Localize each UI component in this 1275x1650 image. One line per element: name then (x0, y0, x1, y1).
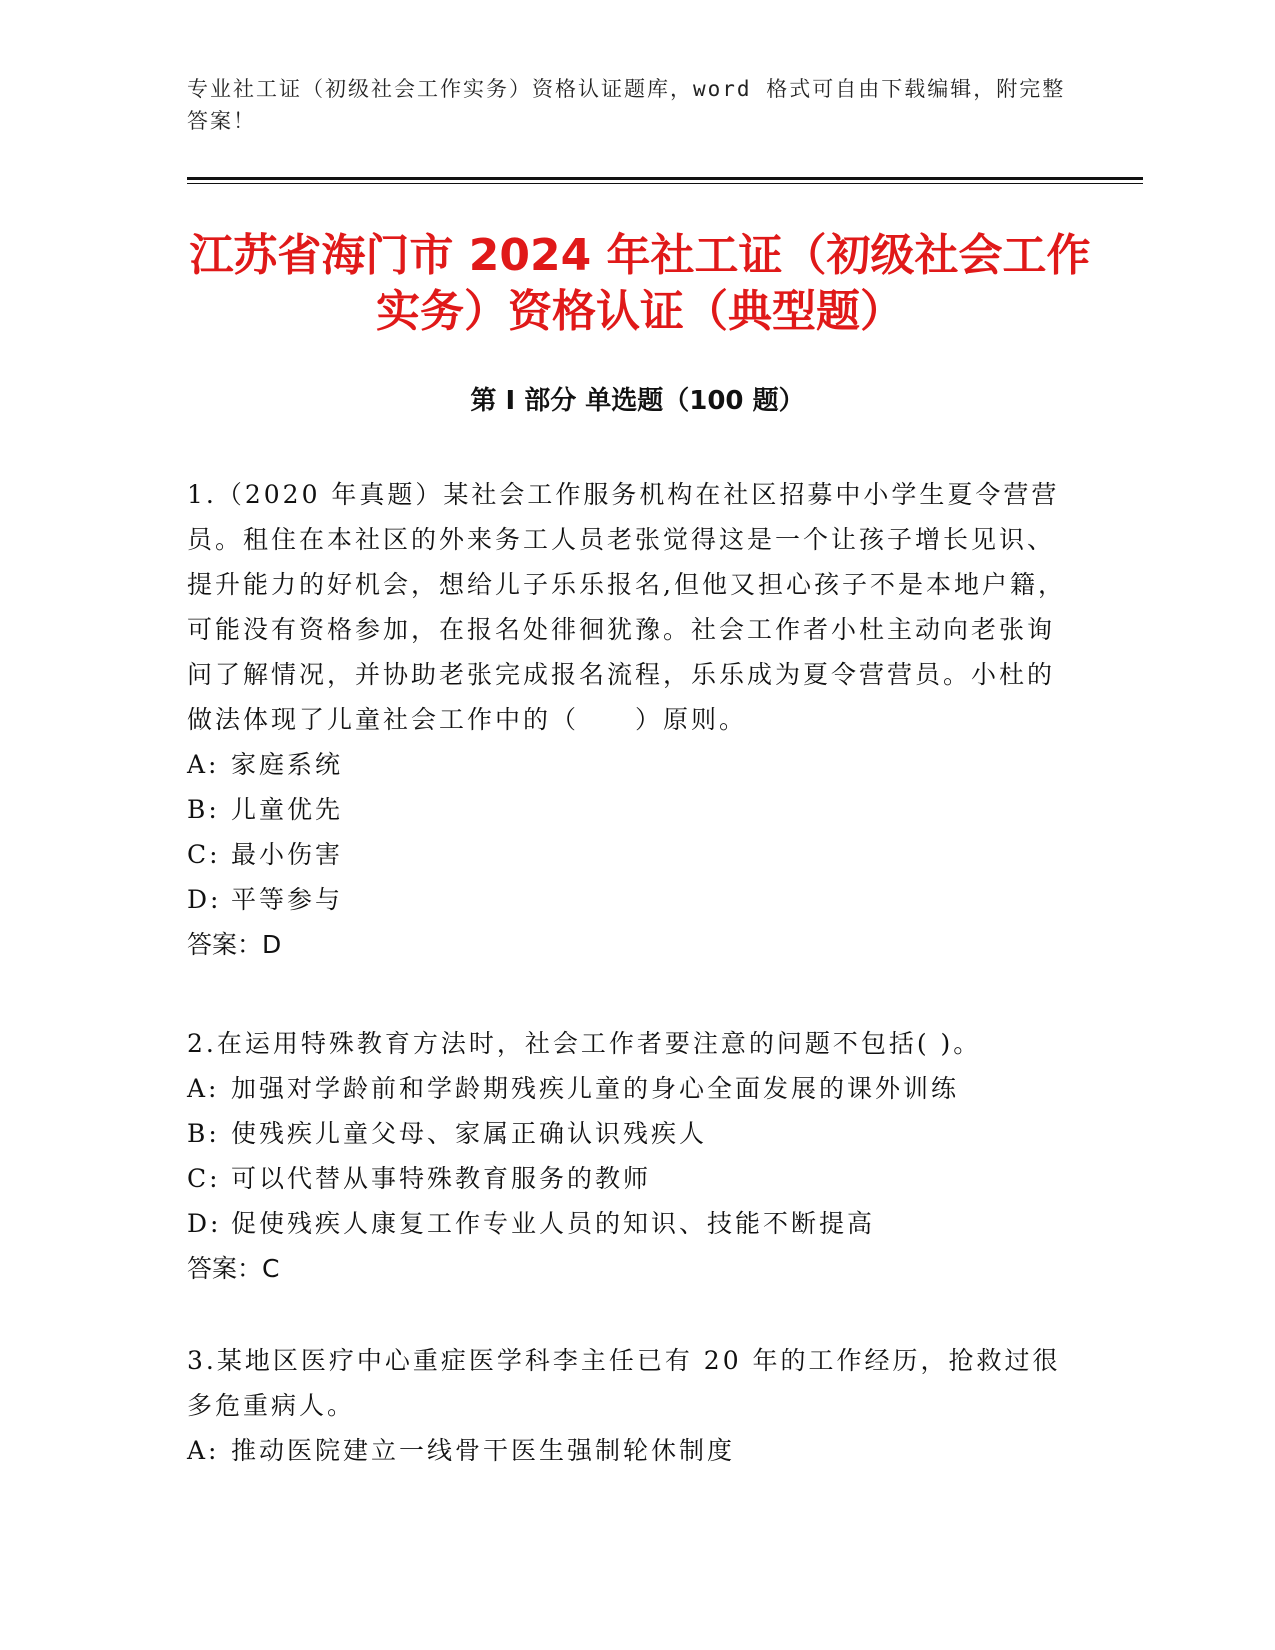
option-letter: A: (187, 1074, 220, 1103)
option-a (187, 1428, 1067, 1473)
option-letter: A: (187, 750, 220, 779)
option-c (187, 1156, 1067, 1201)
question-stem: 2.在运用特殊教育方法时，社会工作者要注意的问题不包括( )。 (187, 1029, 982, 1058)
option-text: 使残疾儿童父母、家属正确认识残疾人 (231, 1119, 708, 1148)
document-title-line-2: 实务）资格认证（典型题） (376, 286, 904, 337)
option-a (187, 1066, 1067, 1111)
section-heading: 第 I 部分 单选题（100 题） (470, 386, 805, 416)
question-1 (187, 472, 1067, 967)
question-2 (187, 1021, 1067, 1291)
option-letter: C: (187, 840, 221, 869)
option-text: 最小伤害 (231, 840, 344, 869)
option-letter: C: (187, 1164, 221, 1193)
option-d (187, 877, 1067, 922)
option-c (187, 832, 1067, 877)
document-title (150, 228, 1130, 340)
option-text: 家庭系统 (231, 750, 344, 779)
option-b (187, 787, 1067, 832)
option-a (187, 742, 1067, 787)
page-header-text: 专业社工证（初级社会工作实务）资格认证题库，word 格式可自由下载编辑，附完整答案！ (187, 77, 1066, 133)
question-stem: 3.某地区医疗中心重症医学科李主任已有 20 年的工作经历，抢救过很多危重病人。 (187, 1346, 1061, 1420)
option-letter: D: (187, 885, 222, 914)
option-text: 平等参与 (231, 885, 344, 914)
option-text: 推动医院建立一线骨干医生强制轮休制度 (231, 1436, 736, 1465)
answer-line: 答案：C (187, 1254, 280, 1283)
option-text: 促使残疾人康复工作专业人员的知识、技能不断提高 (231, 1209, 876, 1238)
option-letter: B: (187, 795, 220, 824)
header-divider-thick (187, 177, 1143, 180)
question-stem: 1.（2020 年真题）某社会工作服务机构在社区招募中小学生夏令营营员。租住在本社区的外来务工人员老张觉得这是一个让孩子增长见识、提升能力的好机会，想给儿子乐乐报名,但他又担心孩子不是本地户籍，可能没有资格参加，在报名处徘徊犹豫。社会工作者小杜主动向老张询问了解情况，并协助老张完成报名流程，乐乐成为夏令营营员。小杜的做法体现了儿童社会工作中的（ ）原则。 (187, 480, 1066, 734)
header-divider-thin (187, 183, 1143, 184)
answer-line: 答案：D (187, 930, 282, 959)
document-title-line-1: 江苏省海门市 2024 年社工证（初级社会工作 (189, 230, 1091, 281)
option-text: 加强对学龄前和学龄期残疾儿童的身心全面发展的课外训练 (231, 1074, 960, 1103)
option-letter: A: (187, 1436, 220, 1465)
option-b (187, 1111, 1067, 1156)
question-3 (187, 1338, 1067, 1473)
option-text: 可以代替从事特殊教育服务的教师 (231, 1164, 652, 1193)
option-text: 儿童优先 (231, 795, 344, 824)
option-d (187, 1201, 1067, 1246)
option-letter: D: (187, 1209, 222, 1238)
option-letter: B: (187, 1119, 220, 1148)
